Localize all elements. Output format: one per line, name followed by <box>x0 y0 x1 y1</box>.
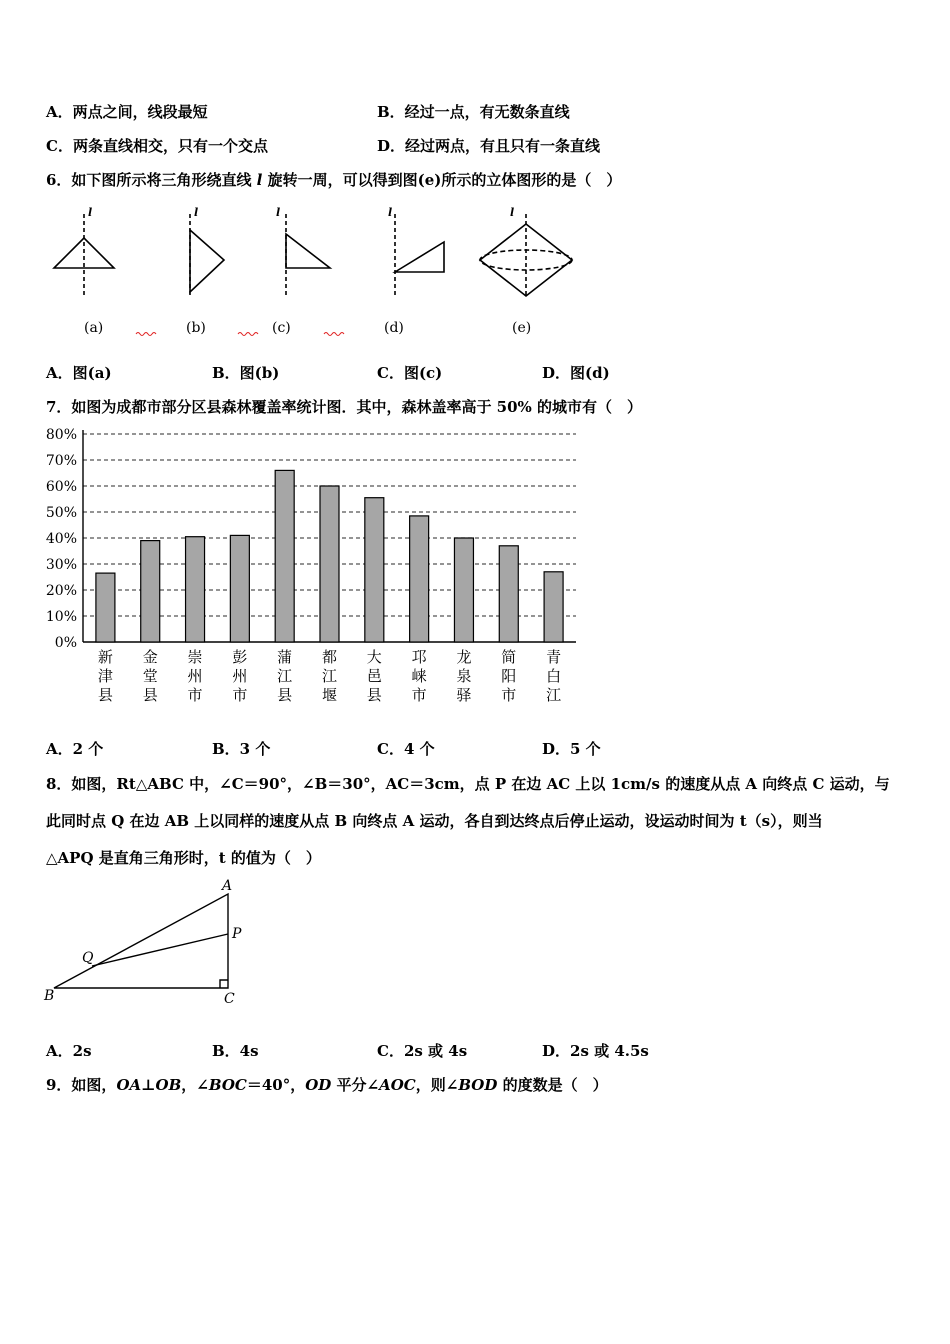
q5-option-b: B．经过一点，有无数条直线 <box>377 103 570 121</box>
bar-2 <box>186 537 205 642</box>
x-category-label: 彭州市 <box>232 648 248 704</box>
bar-6 <box>365 498 384 642</box>
x-category-label: 蒲江县 <box>277 648 293 704</box>
q6-option-a: A．图(a) <box>46 364 112 382</box>
bar-3 <box>230 535 249 642</box>
q9-stem: 9．如图，OA⊥OB，∠BOC＝40°，OD 平分∠AOC，则∠BOD 的度数是（ ） <box>46 1076 608 1094</box>
q7-option-c: C．4 个 <box>377 740 435 758</box>
y-tick-label: 60% <box>45 479 77 495</box>
fig-label-a: (a) <box>84 320 104 336</box>
x-category-label: 都江堰 <box>321 648 338 704</box>
q6-option-d: D．图(d) <box>542 364 610 382</box>
axis-label-d: l <box>388 206 393 219</box>
forest-coverage-chart <box>30 424 590 714</box>
fig-label-c: (c) <box>272 320 291 336</box>
x-category-label: 邛崃市 <box>411 648 427 704</box>
triangle-abc <box>54 894 228 988</box>
bar-9 <box>499 546 518 642</box>
q5-option-d: D．经过两点，有且只有一条直线 <box>377 137 601 155</box>
q6-stem: 6．如下图所示将三角形绕直线 l 旋转一周，可以得到图(e)所示的立体图形的是（ ） <box>46 171 622 189</box>
q8-option-d: D．2s 或 4.5s <box>542 1042 649 1060</box>
q6-option-c: C．图(c) <box>377 364 443 382</box>
label-b: B <box>44 988 55 1004</box>
q5-option-a: A．两点之间，线段最短 <box>46 103 208 121</box>
q7-stem: 7．如图为成都市部分区县森林覆盖率统计图．其中，森林盖率高于 50% 的城市有（ ） <box>46 398 643 416</box>
axis-label-c: l <box>276 206 281 219</box>
x-category-label: 简阳市 <box>501 648 517 704</box>
q6-option-b: B．图(b) <box>212 364 280 382</box>
y-tick-label: 50% <box>45 505 77 521</box>
q6-figures <box>40 200 600 350</box>
y-tick-label: 40% <box>45 531 77 547</box>
x-category-label: 崇州市 <box>187 648 203 704</box>
bar-8 <box>454 538 473 642</box>
q7-option-a: A．2 个 <box>46 740 104 758</box>
bar-7 <box>410 516 429 642</box>
y-tick-label: 10% <box>45 609 77 625</box>
q8-stem-line1: 8．如图，Rt△ABC 中，∠C＝90°，∠B＝30°，AC＝3cm，点 P 在边 AC 上以 1cm/s 的速度从点 A 向终点 C 运动，与 <box>46 775 890 793</box>
q8-stem-line3: △APQ 是直角三角形时，t 的值为（ ） <box>46 849 321 867</box>
y-tick-label: 80% <box>45 427 77 443</box>
bar-1 <box>141 541 160 642</box>
y-tick-label: 0% <box>54 635 77 651</box>
y-tick-label: 20% <box>45 583 77 599</box>
bar-10 <box>544 572 563 642</box>
label-p: P <box>232 926 242 942</box>
x-category-label: 青白江 <box>546 648 562 704</box>
label-q: Q <box>82 950 94 966</box>
x-category-label: 新津县 <box>97 648 113 704</box>
y-tick-label: 70% <box>45 453 77 469</box>
bar-5 <box>320 486 339 642</box>
q8-stem-line2: 此同时点 Q 在边 AB 上以同样的速度从点 B 向终点 A 运动，各自到达终点后停止运动，设运动时间为 t（s），则当 <box>46 812 823 830</box>
q5-option-c: C．两条直线相交，只有一个交点 <box>46 137 268 155</box>
x-category-label: 金堂县 <box>142 648 158 704</box>
x-category-label: 龙泉驿 <box>456 648 472 704</box>
axis-label-b: l <box>194 206 199 219</box>
fig-label-b: (b) <box>186 320 206 336</box>
bar-4 <box>275 470 294 642</box>
q8-option-a: A．2s <box>46 1042 92 1060</box>
bar-0 <box>96 573 115 642</box>
fig-label-d: (d) <box>384 320 404 336</box>
q7-option-d: D．5 个 <box>542 740 601 758</box>
label-a: A <box>222 878 233 894</box>
q7-option-b: B．3 个 <box>212 740 271 758</box>
q8-option-b: B．4s <box>212 1042 259 1060</box>
axis-label-e: l <box>510 206 515 219</box>
fig-label-e: (e) <box>512 320 532 336</box>
x-category-label: 大邑县 <box>366 648 382 704</box>
q8-triangle-figure <box>40 874 260 1014</box>
y-tick-label: 30% <box>45 557 77 573</box>
axis-label-a: l <box>88 206 93 219</box>
label-c: C <box>224 991 235 1007</box>
q8-option-c: C．2s 或 4s <box>377 1042 468 1060</box>
segment-qp <box>92 934 228 966</box>
